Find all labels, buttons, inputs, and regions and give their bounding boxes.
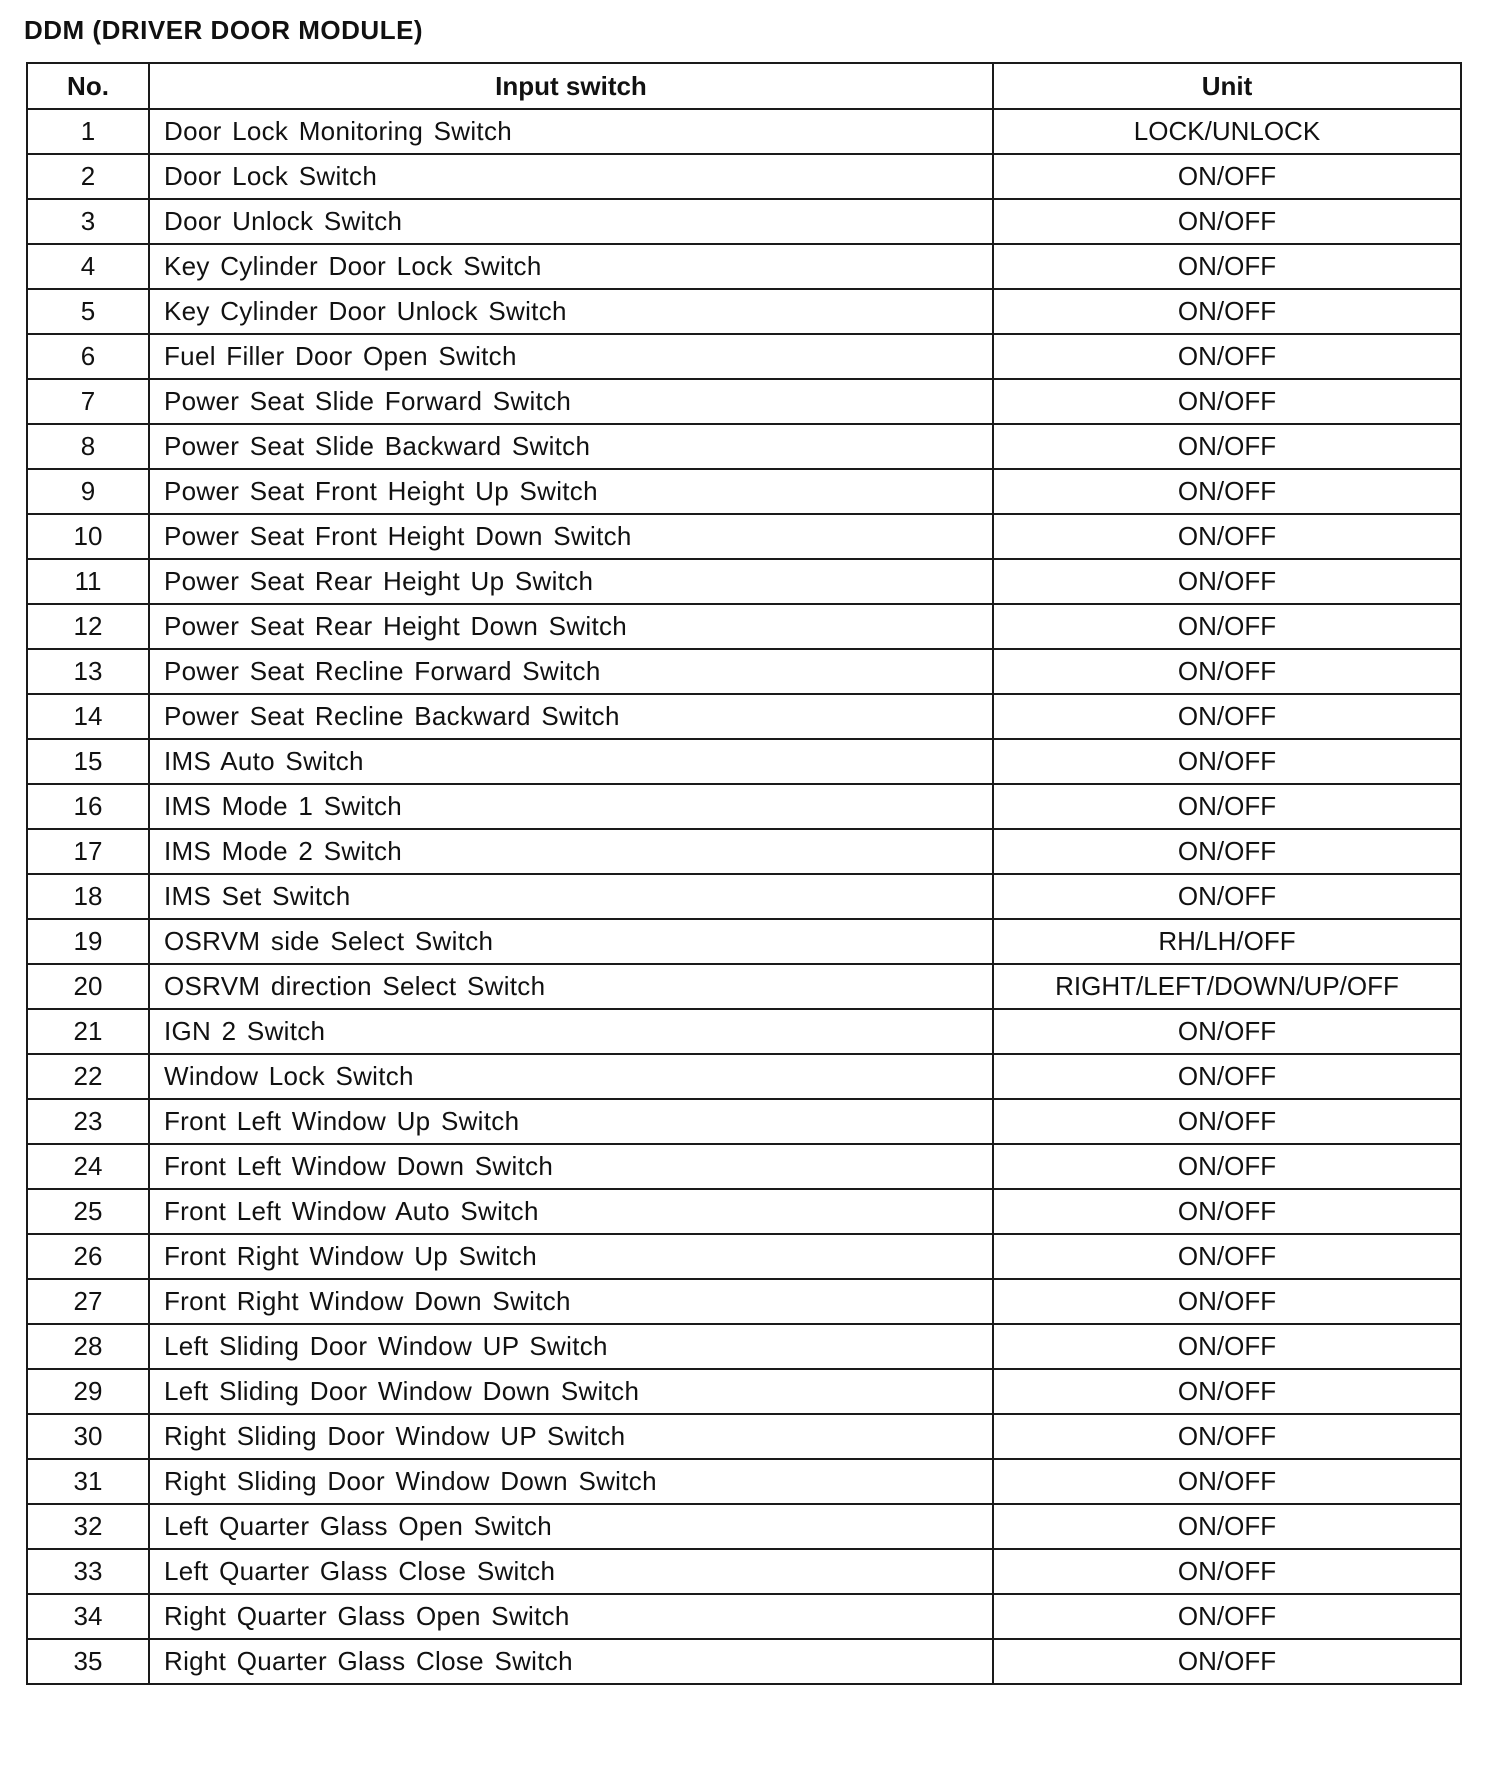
input-switch-name-cell: Front Left Window Down Switch (149, 1144, 993, 1189)
input-switch-table (26, 62, 1462, 1685)
table-row (27, 1414, 1461, 1459)
unit-cell: ON/OFF (993, 1594, 1461, 1639)
table-row (27, 199, 1461, 244)
table-row (27, 109, 1461, 154)
table-row (27, 1144, 1461, 1189)
table-row (27, 1459, 1461, 1504)
table-row (27, 1054, 1461, 1099)
table-row (27, 1189, 1461, 1234)
input-switch-name-cell: Power Seat Rear Height Up Switch (149, 559, 993, 604)
unit-cell: LOCK/UNLOCK (993, 109, 1461, 154)
unit-cell: ON/OFF (993, 1324, 1461, 1369)
input-switch-name-cell: Front Left Window Auto Switch (149, 1189, 993, 1234)
unit-cell: ON/OFF (993, 1009, 1461, 1054)
input-switch-name-cell: Door Lock Monitoring Switch (149, 109, 993, 154)
row-number-cell: 33 (27, 1549, 149, 1594)
table-row (27, 964, 1461, 1009)
table-row (27, 244, 1461, 289)
input-switch-name-cell: Right Sliding Door Window Down Switch (149, 1459, 993, 1504)
unit-cell: ON/OFF (993, 154, 1461, 199)
input-switch-name-cell: Fuel Filler Door Open Switch (149, 334, 993, 379)
row-number-cell: 29 (27, 1369, 149, 1414)
input-switch-name-cell: Front Right Window Down Switch (149, 1279, 993, 1324)
input-switch-name-cell: OSRVM direction Select Switch (149, 964, 993, 1009)
input-switch-name-cell: IMS Mode 2 Switch (149, 829, 993, 874)
unit-cell: ON/OFF (993, 1549, 1461, 1594)
row-number-cell: 7 (27, 379, 149, 424)
table-row (27, 1549, 1461, 1594)
input-switch-name-cell: Door Lock Switch (149, 154, 993, 199)
unit-cell: ON/OFF (993, 874, 1461, 919)
input-switch-name-cell: Left Sliding Door Window Down Switch (149, 1369, 993, 1414)
row-number-cell: 15 (27, 739, 149, 784)
input-switch-name-cell: Front Right Window Up Switch (149, 1234, 993, 1279)
row-number-cell: 31 (27, 1459, 149, 1504)
row-number-cell: 27 (27, 1279, 149, 1324)
row-number-cell: 9 (27, 469, 149, 514)
unit-cell: ON/OFF (993, 199, 1461, 244)
input-switch-name-cell: Power Seat Front Height Down Switch (149, 514, 993, 559)
unit-cell: ON/OFF (993, 649, 1461, 694)
unit-cell: ON/OFF (993, 334, 1461, 379)
input-switch-name-cell: Right Sliding Door Window UP Switch (149, 1414, 993, 1459)
table-row (27, 289, 1461, 334)
table-row (27, 1324, 1461, 1369)
table-row (27, 1639, 1461, 1684)
unit-cell: ON/OFF (993, 1279, 1461, 1324)
row-number-cell: 34 (27, 1594, 149, 1639)
input-switch-name-cell: Left Sliding Door Window UP Switch (149, 1324, 993, 1369)
row-number-cell: 4 (27, 244, 149, 289)
table-row (27, 154, 1461, 199)
input-switch-name-cell: Power Seat Slide Backward Switch (149, 424, 993, 469)
unit-cell: ON/OFF (993, 289, 1461, 334)
input-switch-name-cell: IMS Set Switch (149, 874, 993, 919)
unit-cell: ON/OFF (993, 559, 1461, 604)
unit-cell: ON/OFF (993, 1504, 1461, 1549)
unit-cell: ON/OFF (993, 829, 1461, 874)
input-switch-name-cell: Key Cylinder Door Unlock Switch (149, 289, 993, 334)
unit-cell: ON/OFF (993, 1099, 1461, 1144)
input-switch-name-cell: Left Quarter Glass Close Switch (149, 1549, 993, 1594)
unit-cell: ON/OFF (993, 1189, 1461, 1234)
column-header-input-switch: Input switch (149, 63, 993, 109)
unit-cell: ON/OFF (993, 1414, 1461, 1459)
input-switch-name-cell: Window Lock Switch (149, 1054, 993, 1099)
row-number-cell: 28 (27, 1324, 149, 1369)
unit-cell: ON/OFF (993, 1144, 1461, 1189)
table-row (27, 1504, 1461, 1549)
row-number-cell: 13 (27, 649, 149, 694)
table-header-row (27, 63, 1461, 109)
table-row (27, 604, 1461, 649)
row-number-cell: 18 (27, 874, 149, 919)
table-row (27, 1369, 1461, 1414)
table-row (27, 1279, 1461, 1324)
input-switch-name-cell: Key Cylinder Door Lock Switch (149, 244, 993, 289)
row-number-cell: 6 (27, 334, 149, 379)
unit-cell: RH/LH/OFF (993, 919, 1461, 964)
table-row (27, 424, 1461, 469)
row-number-cell: 26 (27, 1234, 149, 1279)
unit-cell: ON/OFF (993, 1369, 1461, 1414)
unit-cell: ON/OFF (993, 424, 1461, 469)
input-switch-name-cell: Power Seat Slide Forward Switch (149, 379, 993, 424)
row-number-cell: 25 (27, 1189, 149, 1234)
input-switch-name-cell: IGN 2 Switch (149, 1009, 993, 1054)
unit-cell: RIGHT/LEFT/DOWN/UP/OFF (993, 964, 1461, 1009)
table-body (27, 109, 1461, 1684)
input-switch-name-cell: Power Seat Front Height Up Switch (149, 469, 993, 514)
row-number-cell: 19 (27, 919, 149, 964)
input-switch-name-cell: Front Left Window Up Switch (149, 1099, 993, 1144)
table-row (27, 334, 1461, 379)
table-row (27, 739, 1461, 784)
row-number-cell: 14 (27, 694, 149, 739)
table-row (27, 1594, 1461, 1639)
unit-cell: ON/OFF (993, 1234, 1461, 1279)
table-row (27, 919, 1461, 964)
row-number-cell: 5 (27, 289, 149, 334)
input-switch-name-cell: Right Quarter Glass Close Switch (149, 1639, 993, 1684)
row-number-cell: 21 (27, 1009, 149, 1054)
unit-cell: ON/OFF (993, 379, 1461, 424)
input-switch-name-cell: Left Quarter Glass Open Switch (149, 1504, 993, 1549)
document-title: DDM (DRIVER DOOR MODULE) (24, 15, 424, 45)
input-switch-name-cell: Door Unlock Switch (149, 199, 993, 244)
input-switch-name-cell: Power Seat Recline Forward Switch (149, 649, 993, 694)
input-switch-name-cell: Power Seat Recline Backward Switch (149, 694, 993, 739)
unit-cell: ON/OFF (993, 694, 1461, 739)
unit-cell: ON/OFF (993, 784, 1461, 829)
table-row (27, 559, 1461, 604)
unit-cell: ON/OFF (993, 469, 1461, 514)
table-row (27, 829, 1461, 874)
column-header-no: No. (27, 63, 149, 109)
unit-cell: ON/OFF (993, 1459, 1461, 1504)
unit-cell: ON/OFF (993, 1639, 1461, 1684)
unit-cell: ON/OFF (993, 514, 1461, 559)
unit-cell: ON/OFF (993, 1054, 1461, 1099)
row-number-cell: 3 (27, 199, 149, 244)
unit-cell: ON/OFF (993, 739, 1461, 784)
table-row (27, 649, 1461, 694)
row-number-cell: 11 (27, 559, 149, 604)
row-number-cell: 35 (27, 1639, 149, 1684)
row-number-cell: 12 (27, 604, 149, 649)
row-number-cell: 20 (27, 964, 149, 1009)
table-row (27, 379, 1461, 424)
unit-cell: ON/OFF (993, 604, 1461, 649)
table-row (27, 874, 1461, 919)
row-number-cell: 1 (27, 109, 149, 154)
table-row (27, 469, 1461, 514)
row-number-cell: 10 (27, 514, 149, 559)
table-row (27, 1099, 1461, 1144)
input-switch-name-cell: OSRVM side Select Switch (149, 919, 993, 964)
table-row (27, 514, 1461, 559)
row-number-cell: 8 (27, 424, 149, 469)
table-row (27, 1234, 1461, 1279)
row-number-cell: 23 (27, 1099, 149, 1144)
row-number-cell: 30 (27, 1414, 149, 1459)
input-switch-name-cell: Right Quarter Glass Open Switch (149, 1594, 993, 1639)
row-number-cell: 24 (27, 1144, 149, 1189)
input-switch-name-cell: Power Seat Rear Height Down Switch (149, 604, 993, 649)
table-row (27, 694, 1461, 739)
row-number-cell: 16 (27, 784, 149, 829)
row-number-cell: 22 (27, 1054, 149, 1099)
input-switch-name-cell: IMS Auto Switch (149, 739, 993, 784)
row-number-cell: 2 (27, 154, 149, 199)
unit-cell: ON/OFF (993, 244, 1461, 289)
row-number-cell: 32 (27, 1504, 149, 1549)
row-number-cell: 17 (27, 829, 149, 874)
input-switch-name-cell: IMS Mode 1 Switch (149, 784, 993, 829)
input-switch-table-container (26, 62, 1460, 1685)
table-row (27, 1009, 1461, 1054)
table-row (27, 784, 1461, 829)
column-header-unit: Unit (993, 63, 1461, 109)
